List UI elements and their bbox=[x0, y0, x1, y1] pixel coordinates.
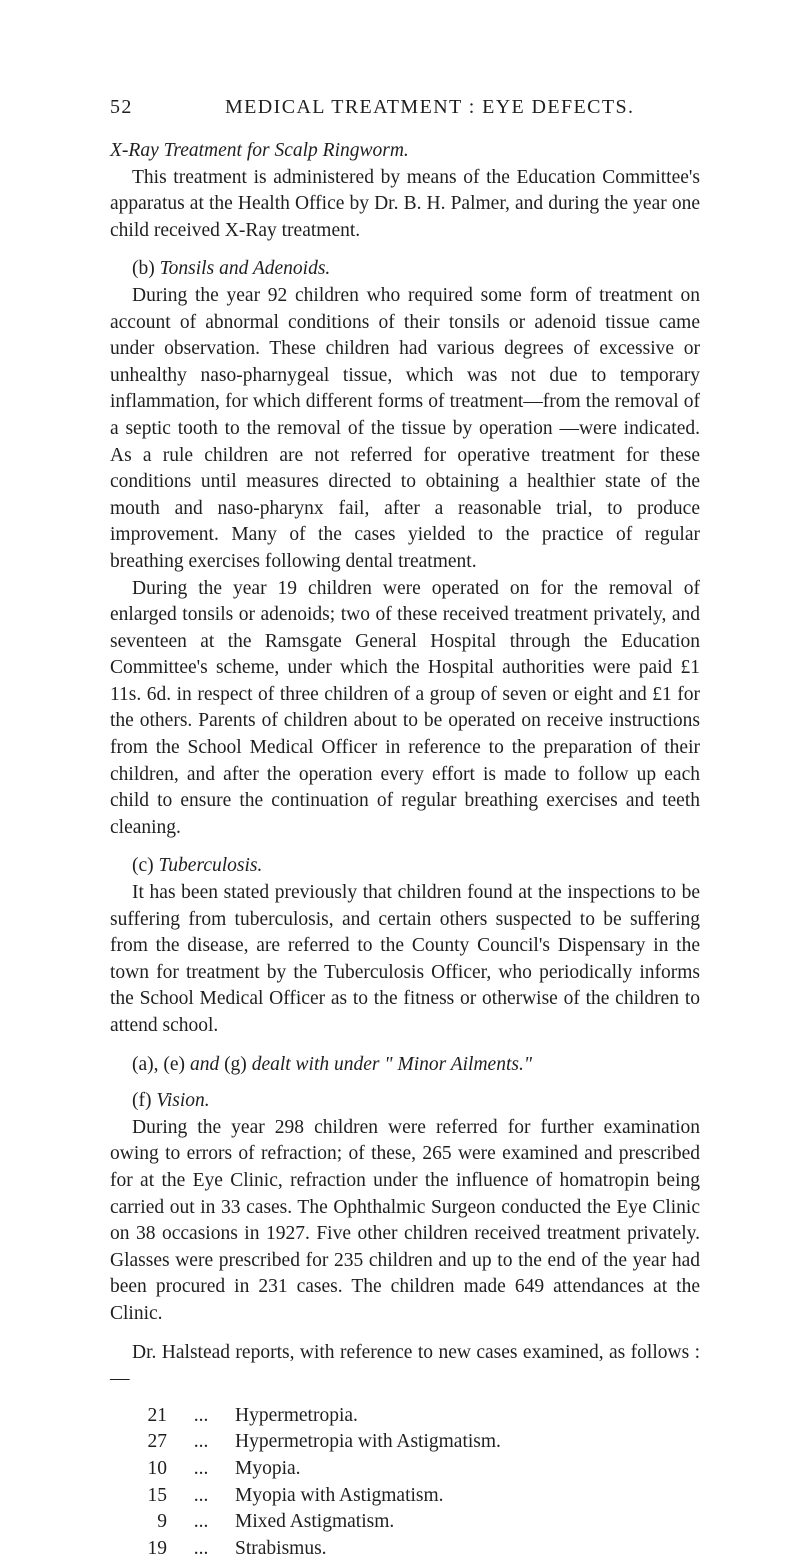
table-row: 10 ... Myopia. bbox=[147, 1457, 301, 1479]
paragraph-tuberculosis: It has been stated previously that children found at the inspections to be suffering from tuberculosis, and certain others suspected to be suffering from the disease, are referred to the County Council's Dispensary in the town for treatment by the Tuberculosis Officer, who periodically informs the School Medical Officer as to the fitness or otherwise of the children to attend school. bbox=[110, 882, 700, 1036]
paragraph-xray: This treatment is administered by means of the Education Committee's apparatus at the Health Office by Dr. B. H. Palmer, and during the year one child received X-Ray treatment. bbox=[110, 166, 700, 241]
paragraph-halstead: Dr. Halstead reports, with reference to new cases examined, as follows :— bbox=[110, 1341, 700, 1390]
table-row: 19 ... Strabismus. bbox=[147, 1537, 327, 1559]
section-heading-tuberculosis: (c) Tuberculosis. bbox=[132, 855, 263, 877]
section-heading-xray: X-Ray Treatment for Scalp Ringworm. bbox=[110, 140, 409, 161]
table-row: 21 ... Hypermetropia. bbox=[147, 1404, 358, 1426]
section-heading-vision: (f) Vision. bbox=[132, 1090, 210, 1112]
table-row: 15 ... Myopia with Astigmatism. bbox=[147, 1484, 444, 1506]
paragraph-vision: During the year 298 children were referred for further examination owing to errors of refraction; of these, 265 were examined and prescribed for at the Eye Clinic, refraction under the influence of homatropin being carried out in 33 cases. The Ophthalmic Surgeon conducted the Eye Clinic on 38 occasions in 1927. Five other children received treatment privately. Glasses were prescribed for 235 children and up to the end of the year had been procured in 231 cases. The children made 649 attendances at the Clinic. bbox=[110, 1116, 700, 1324]
table-row: 9 ... Mixed Astigmatism. bbox=[157, 1511, 395, 1533]
table-row: 27 ... Hypermetropia with Astigmatism. bbox=[147, 1431, 501, 1453]
running-title: MEDICAL TREATMENT : EYE DEFECTS. bbox=[225, 96, 635, 118]
page-number: 52 bbox=[110, 96, 133, 118]
section-heading-tonsils: (b) Tonsils and Adenoids. bbox=[132, 258, 331, 280]
page-header bbox=[110, 96, 635, 120]
section-minor-ailments: (a), (e) and (g) dealt with under " Minor Ailments." bbox=[132, 1053, 533, 1075]
cases-table bbox=[135, 1403, 501, 1562]
paragraph-tonsils-1: During the year 92 children who required some form of treatment on account of abnormal conditions of their tonsils or adenoid tissue came under observation. These children had various degrees of excessive or unhealthy naso-pharnygeal tissue, which was not due to temporary inflammation, for which different forms of treatment—from the removal of a septic tooth to the removal of the tissue by operation —were indicated. As a rule children are not referred for operative treatment for these conditions until measures directed to obtaining a healthier state of the mouth and naso-pharynx fail, after a reasonable trial, to produce improvement. Many of the cases yielded to the practice of regular breathing exercises following dental treatment. bbox=[110, 284, 700, 572]
paragraph-tonsils-2: During the year 19 children were operated on for the removal of enlarged tonsils or adenoids; two of these received treatment privately, and seventeen at the Ramsgate General Hospital through the Education Committee's scheme, under which the Hospital authorities were paid £1 11s. 6d. in respect of three children of a group of seven or eight and £1 for the others. Parents of children about to be operated on receive instructions from the School Medical Officer in reference to the preparation of their children, and after the operation every effort is made to follow up each child to ensure the continuation of regular breathing exercises and teeth cleaning. bbox=[110, 577, 700, 838]
body-text bbox=[110, 138, 700, 1562]
